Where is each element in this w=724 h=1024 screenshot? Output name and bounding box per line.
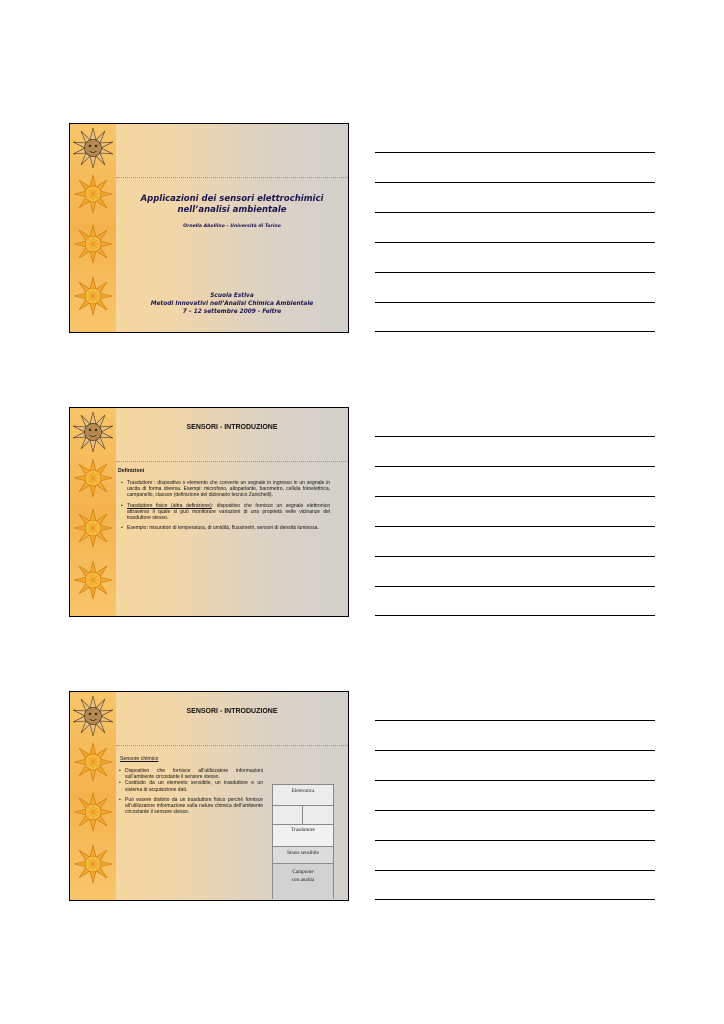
title-line: nell’analisi ambientale (177, 205, 287, 215)
diagram-layer-sensitive: Strato sensibile (273, 847, 333, 864)
sun-icon (73, 458, 113, 498)
title-line: Applicazioni dei sensori elettrochimici (140, 194, 324, 204)
bullet-item: • Può essere distinto da un trasduttore fisico perchè fornisce all’utilizzatore informazione sulla natura chimica dell’ambiente circostante il sensore stesso. (118, 797, 263, 816)
slide-title: SENSORI - INTRODUZIONE (186, 708, 278, 715)
school-line: Metodi Innovativi nell’Analisi Chimica Ambientale (150, 301, 314, 307)
note-line (375, 840, 655, 841)
bullet-item: • Esempio: misuratori di temperatura, di umidità, flussimetri, sensori di densità luminosa. (120, 525, 330, 531)
diagram-layer-sample (273, 864, 333, 901)
slide-3 (69, 691, 349, 901)
note-line (375, 302, 655, 303)
slide-title (116, 194, 348, 216)
note-line (375, 870, 655, 871)
decorative-sidebar (70, 408, 116, 616)
sample-line: Campione (292, 869, 314, 875)
sun-icon (73, 560, 113, 600)
note-line (375, 466, 655, 467)
sun-icon (73, 844, 113, 884)
sun-icon (73, 224, 113, 264)
note-line (375, 242, 655, 243)
bullet-item: • Costituito da un elemento sensibile, un trasduttore e un sistema di acquisizione dati. (118, 780, 263, 792)
note-line (375, 182, 655, 183)
sun-face-icon (73, 412, 113, 452)
sensor-diagram (272, 784, 334, 899)
note-line (375, 272, 655, 273)
slide-title: SENSORI - INTRODUZIONE (186, 424, 278, 431)
diagram-layer-transducer: Trasduttore (273, 825, 333, 847)
note-line (375, 331, 655, 332)
diagram-layer-electronics: Elettronica (273, 785, 333, 806)
note-line (375, 436, 655, 437)
note-line (375, 212, 655, 213)
note-line (375, 586, 655, 587)
bullet-list (120, 480, 330, 535)
bullet-item (120, 503, 330, 522)
note-line (375, 556, 655, 557)
slide-1 (69, 123, 349, 333)
bullet-item: • Trasduttore : dispositivo o elemento che converte un segnale in ingresso in un segnale in uscita di forma diversa. Esempi: microfono, altoparlante, barometro, cellula fotoelettrica, campanello, clacson (definizione del dizionario tecnico Zanichelli). (120, 480, 330, 499)
sun-icon (73, 742, 113, 782)
note-line (375, 720, 655, 721)
note-line (375, 750, 655, 751)
divider (116, 177, 348, 178)
slide-2 (69, 407, 349, 617)
sun-icon (73, 508, 113, 548)
bullet-list (118, 768, 263, 819)
divider (116, 461, 348, 462)
note-line (375, 615, 655, 616)
section-heading: Sensore chimico (120, 756, 159, 762)
sample-line: con analita (291, 877, 315, 883)
diagram-layer-spacer (273, 806, 333, 825)
sun-face-icon (73, 128, 113, 168)
note-line (375, 526, 655, 527)
sun-icon (73, 792, 113, 832)
note-line (375, 780, 655, 781)
note-line (375, 899, 655, 900)
note-line (375, 152, 655, 153)
divider (116, 745, 348, 746)
sun-icon (73, 174, 113, 214)
decorative-sidebar (70, 124, 116, 332)
section-heading: Definizioni (118, 468, 145, 474)
author: Ornella Abollino – Università di Torino (183, 224, 281, 229)
underlined-term: Trasduttore fisico (altra definizione) (127, 502, 212, 509)
school-info (116, 292, 348, 316)
school-line: Scuola Estiva (210, 293, 254, 299)
sun-face-icon (73, 696, 113, 736)
bullet-text: : dispositivo che fornisce un segnale elettronico attraverso il quale si può monitorare variazioni di una proprietà nelle vicinanze del trasduttore stesso. (127, 502, 330, 522)
note-line (375, 496, 655, 497)
note-line (375, 810, 655, 811)
school-line: 7 – 12 settembre 2009 - Feltre (182, 309, 282, 315)
sun-icon (73, 276, 113, 316)
decorative-sidebar (70, 692, 116, 900)
bullet-item: • Dispositivo che fornisce all’utilizzatore informazioni sull’ambiente circostante il sensore stesso. (118, 768, 263, 780)
